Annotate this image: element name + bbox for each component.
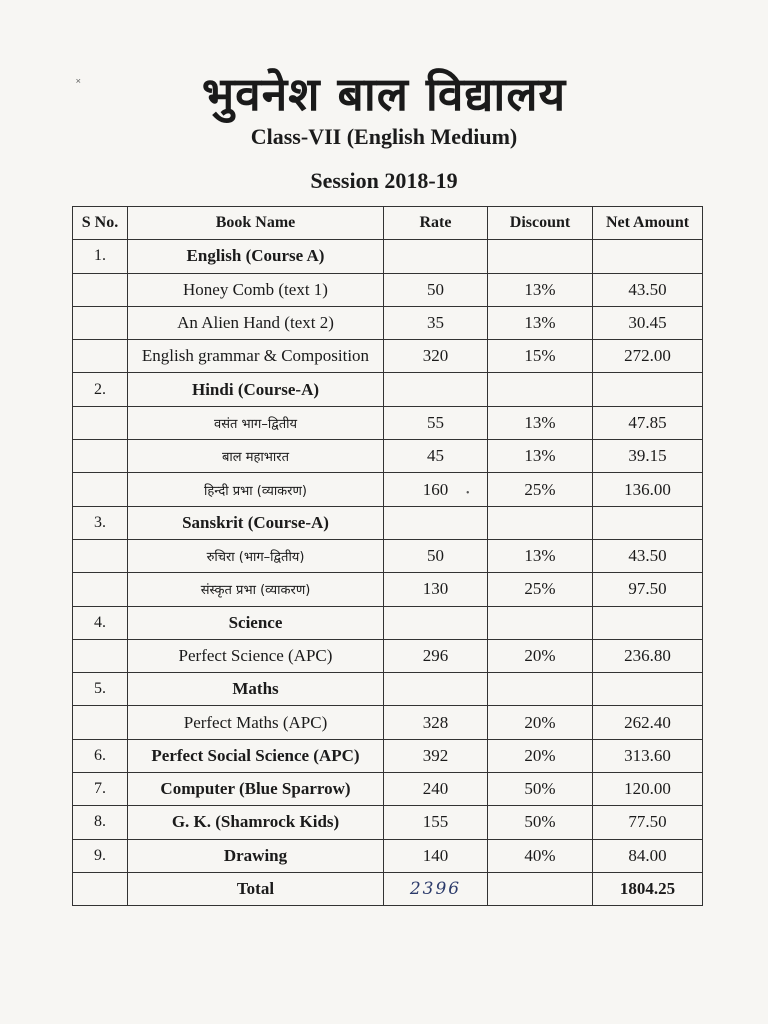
- sno-cell: [73, 573, 128, 606]
- rate-cell: 296: [384, 639, 488, 672]
- net-amount-cell: 272.00: [593, 340, 703, 373]
- book-name-cell: Hindi (Course-A): [128, 373, 384, 406]
- book-name-cell: G. K. (Shamrock Kids): [128, 806, 384, 839]
- discount-cell: [488, 240, 593, 273]
- table-row: [73, 806, 703, 839]
- sno-cell: 8.: [73, 806, 128, 839]
- header-net-amount: Net Amount: [593, 207, 703, 240]
- rate-cell: 160: [384, 473, 488, 506]
- table-row: [73, 739, 703, 772]
- class-title: Class-VII (English Medium): [250, 124, 518, 149]
- discount-cell: 13%: [488, 406, 593, 439]
- table-row: [73, 639, 703, 672]
- dot-mark: •: [466, 488, 470, 499]
- table-row: [73, 273, 703, 306]
- discount-cell: 50%: [488, 773, 593, 806]
- rate-cell: 155: [384, 806, 488, 839]
- book-name-cell: Perfect Science (APC): [128, 639, 384, 672]
- net-amount-cell: 77.50: [593, 806, 703, 839]
- book-name-cell: Computer (Blue Sparrow): [128, 773, 384, 806]
- rate-cell: [384, 606, 488, 639]
- table-body: [73, 240, 703, 873]
- total-label: Total: [128, 872, 384, 905]
- book-name-cell: Honey Comb (text 1): [128, 273, 384, 306]
- discount-cell: [488, 506, 593, 539]
- header-book-name: Book Name: [128, 207, 384, 240]
- net-amount-cell: 84.00: [593, 839, 703, 872]
- sno-cell: [73, 406, 128, 439]
- book-name-cell: Perfect Maths (APC): [128, 706, 384, 739]
- net-amount-cell: 120.00: [593, 773, 703, 806]
- session-title: Session 2018-19: [310, 168, 458, 193]
- sno-cell: 5.: [73, 673, 128, 706]
- sno-cell: 9.: [73, 839, 128, 872]
- net-amount-cell: [593, 240, 703, 273]
- rate-cell: 50: [384, 273, 488, 306]
- table-row: [73, 340, 703, 373]
- table-row: [73, 306, 703, 339]
- rate-cell: 35: [384, 306, 488, 339]
- net-amount-cell: [593, 373, 703, 406]
- total-rate-handwritten: 2396: [384, 872, 488, 905]
- book-name-cell: An Alien Hand (text 2): [128, 306, 384, 339]
- book-name-cell: Drawing: [128, 839, 384, 872]
- discount-cell: 13%: [488, 306, 593, 339]
- discount-cell: [488, 673, 593, 706]
- header-rate: Rate: [384, 207, 488, 240]
- sno-cell: [73, 273, 128, 306]
- sno-cell: [73, 473, 128, 506]
- net-amount-cell: 313.60: [593, 739, 703, 772]
- table-row: [73, 673, 703, 706]
- book-name-cell: Sanskrit (Course-A): [128, 506, 384, 539]
- book-list-table: [72, 206, 703, 906]
- table-row: [73, 573, 703, 606]
- book-name-cell: Maths: [128, 673, 384, 706]
- net-amount-cell: 236.80: [593, 639, 703, 672]
- book-name-cell: हिन्दी प्रभा (व्याकरण): [128, 473, 384, 506]
- net-amount-cell: 136.00: [593, 473, 703, 506]
- discount-cell: 13%: [488, 539, 593, 572]
- discount-cell: [488, 373, 593, 406]
- table-row: [73, 473, 703, 506]
- sno-cell: [73, 639, 128, 672]
- discount-cell: 20%: [488, 706, 593, 739]
- rate-cell: 130: [384, 573, 488, 606]
- discount-cell: 13%: [488, 440, 593, 473]
- discount-cell: 25%: [488, 473, 593, 506]
- rate-cell: [384, 373, 488, 406]
- sno-cell: [73, 306, 128, 339]
- sno-cell: 4.: [73, 606, 128, 639]
- sno-cell: [73, 440, 128, 473]
- discount-cell: 50%: [488, 806, 593, 839]
- net-amount-cell: 47.85: [593, 406, 703, 439]
- total-net-amount: 1804.25: [593, 872, 703, 905]
- book-name-cell: वसंत भाग–द्वितीय: [128, 406, 384, 439]
- table-row: [73, 506, 703, 539]
- rate-cell: [384, 673, 488, 706]
- sno-cell: [73, 340, 128, 373]
- net-amount-cell: 43.50: [593, 539, 703, 572]
- pen-mark: ˟: [76, 76, 81, 90]
- header-sno: S No.: [73, 207, 128, 240]
- discount-cell: 15%: [488, 340, 593, 373]
- table-row: [73, 706, 703, 739]
- total-row: [73, 872, 703, 905]
- total-discount-cell: [488, 872, 593, 905]
- discount-cell: 25%: [488, 573, 593, 606]
- school-name: भुवनेश बाल विद्यालय: [201, 67, 567, 121]
- sno-cell: 1.: [73, 240, 128, 273]
- discount-cell: 13%: [488, 273, 593, 306]
- book-name-cell: Perfect Social Science (APC): [128, 739, 384, 772]
- header-discount: Discount: [488, 207, 593, 240]
- net-amount-cell: 262.40: [593, 706, 703, 739]
- table-row: [73, 839, 703, 872]
- book-name-cell: संस्कृत प्रभा (व्याकरण): [128, 573, 384, 606]
- sno-cell: [73, 539, 128, 572]
- sno-cell: [73, 706, 128, 739]
- book-name-cell: Science: [128, 606, 384, 639]
- table-row: [73, 240, 703, 273]
- rate-cell: 392: [384, 739, 488, 772]
- net-amount-cell: [593, 673, 703, 706]
- table-row: [73, 539, 703, 572]
- net-amount-cell: 39.15: [593, 440, 703, 473]
- table-row: [73, 440, 703, 473]
- book-name-cell: English grammar & Composition: [128, 340, 384, 373]
- net-amount-cell: 97.50: [593, 573, 703, 606]
- discount-cell: 20%: [488, 739, 593, 772]
- net-amount-cell: 43.50: [593, 273, 703, 306]
- table-header-row: [73, 207, 703, 240]
- rate-cell: 240: [384, 773, 488, 806]
- table-row: [73, 606, 703, 639]
- rate-cell: [384, 506, 488, 539]
- discount-cell: 20%: [488, 639, 593, 672]
- rate-cell: 320: [384, 340, 488, 373]
- rate-cell: 50: [384, 539, 488, 572]
- book-name-cell: English (Course A): [128, 240, 384, 273]
- discount-cell: [488, 606, 593, 639]
- rate-cell: 328: [384, 706, 488, 739]
- sno-cell: 3.: [73, 506, 128, 539]
- rate-cell: [384, 240, 488, 273]
- sno-cell: 6.: [73, 739, 128, 772]
- table-row: [73, 406, 703, 439]
- book-name-cell: बाल महाभारत: [128, 440, 384, 473]
- sno-cell: 7.: [73, 773, 128, 806]
- sno-cell: 2.: [73, 373, 128, 406]
- net-amount-cell: [593, 506, 703, 539]
- discount-cell: 40%: [488, 839, 593, 872]
- net-amount-cell: [593, 606, 703, 639]
- rate-cell: 140: [384, 839, 488, 872]
- table-row: [73, 373, 703, 406]
- total-sno-cell: [73, 872, 128, 905]
- table-row: [73, 773, 703, 806]
- rate-cell: 55: [384, 406, 488, 439]
- net-amount-cell: 30.45: [593, 306, 703, 339]
- rate-cell: 45: [384, 440, 488, 473]
- book-name-cell: रुचिरा (भाग–द्वितीय): [128, 539, 384, 572]
